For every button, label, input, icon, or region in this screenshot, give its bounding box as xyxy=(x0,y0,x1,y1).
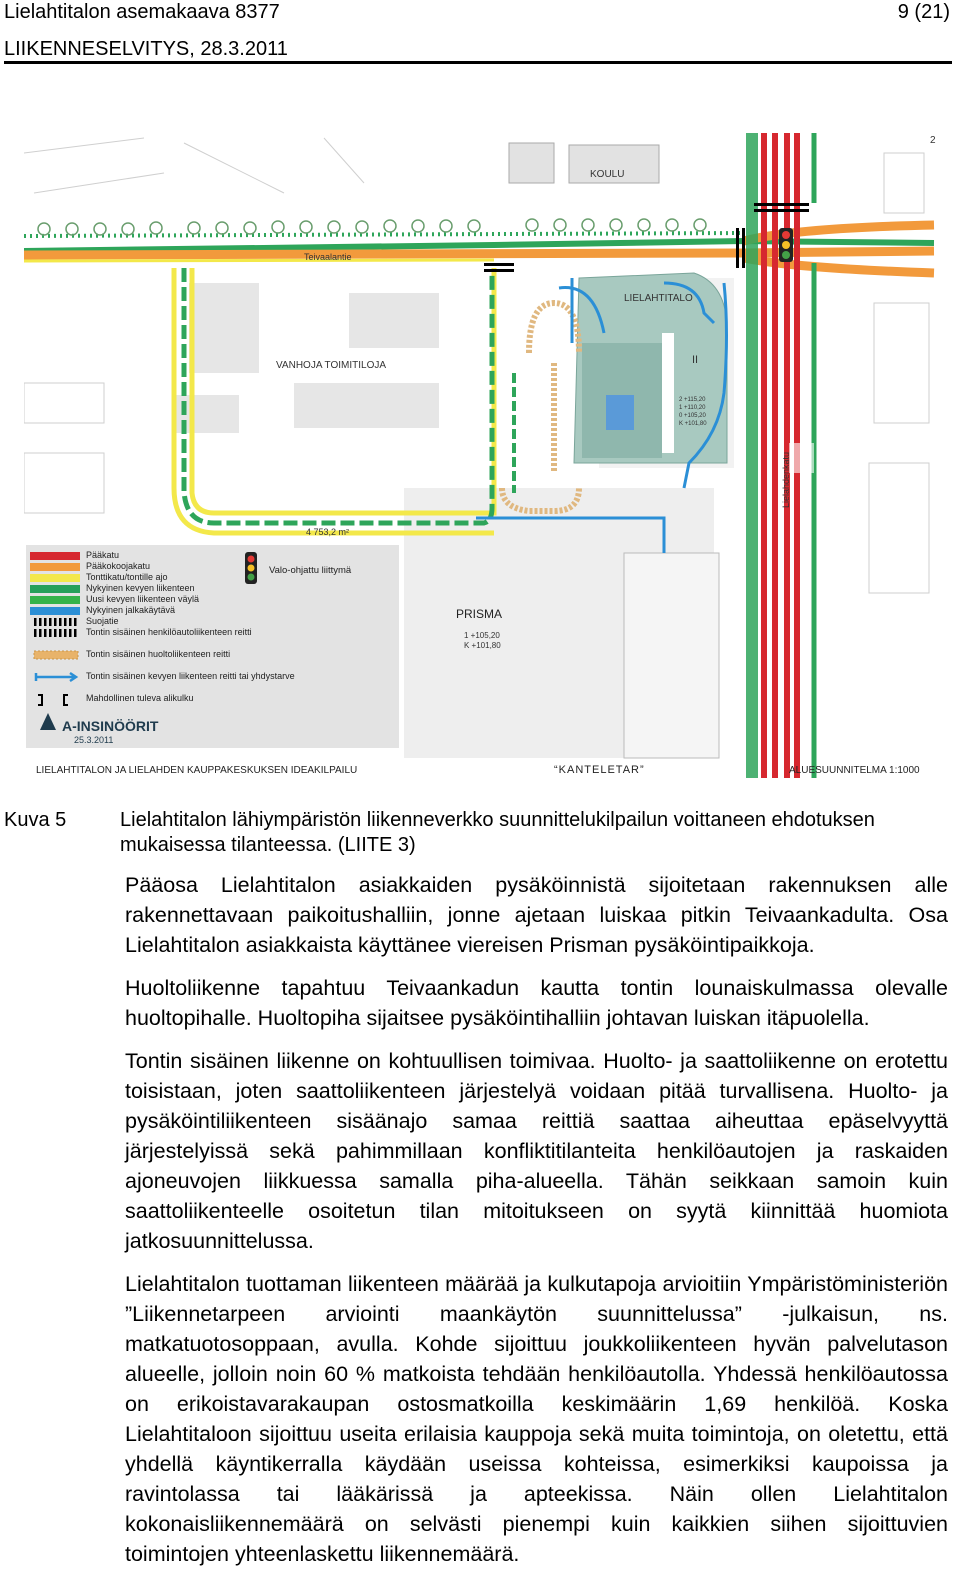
page-number: 9 (21) xyxy=(897,1,950,23)
figure-caption: Lielahtitalon lähiympäristön liikenneverkko suunnittelukilpailun voittaneen ehdotuksen mukaisessa tilanteessa. (LIITE 3) xyxy=(120,809,875,856)
traffic-light-icon xyxy=(779,228,793,262)
svg-text:A-INSINÖÖRIT: A-INSINÖÖRIT xyxy=(62,718,159,734)
legend-swatch xyxy=(30,563,80,571)
legend-swatch xyxy=(34,651,78,659)
paragraph-service-traffic: Huoltoliikenne tapahtuu Teivaankadun kautta tontin lounaiskulmassa olevalle huoltopihalle. Huoltopiha sijaitsee pysäköintihalliin johtavan luiskan itäpuolella. xyxy=(125,976,948,1030)
legend-signal-label: Valo-ohjattu liittymä xyxy=(269,565,352,576)
legend-swatch xyxy=(30,585,80,593)
paragraph-parking: Pääosa Lielahtitalon asiakkaiden pysäköinnistä sijoitetaan rakennuksen alle rakennettavaan paikoitushalliin, jonne ajetaan luiskaa pitkin Teivaankadulta. Osa Lielahtitalon asiakkaista käyttänee viereisen Prisman pysäköintipaikkoja. xyxy=(125,873,948,957)
map-footer-left: LIELAHTITALON JA LIELAHDEN KAUPPAKESKUKSEN IDEAKILPAILU xyxy=(36,765,358,776)
map-footer-middle: “KANTELETAR” xyxy=(554,764,645,776)
legend-swatch xyxy=(34,618,77,626)
legend-swatch xyxy=(30,574,80,582)
map-footer-right: ALUESUUNNITELMA 1:1000 xyxy=(789,765,920,776)
legend-item-5: Uusi kevyen liikenteen väylä xyxy=(86,594,200,604)
lielahtitalo-level-1: 2 +115,20 xyxy=(679,397,706,403)
label-roman: II xyxy=(692,354,699,366)
figure-label: Kuva 5 xyxy=(4,809,67,831)
legend-swatch xyxy=(30,596,80,604)
label-old-offices: VANHOJA TOIMITILOJA xyxy=(276,360,387,371)
label-lielahtitalo: LIELAHTITALO xyxy=(624,293,693,304)
legend-date: 25.3.2011 xyxy=(74,735,114,745)
label-prisma: PRISMA xyxy=(456,607,503,621)
legend-item-4: Nykyinen kevyen liikenteen xyxy=(86,583,195,593)
document-subtitle: LIIKENNESELVITYS, 28.3.2011 xyxy=(4,38,288,60)
lielahtitalo-level-4: K +101,80 xyxy=(679,421,707,427)
legend-swatch xyxy=(30,607,80,615)
traffic-network-map xyxy=(24,133,936,778)
document-title: Lielahtitalon asemakaava 8377 xyxy=(4,1,280,23)
legend-item-6: Nykyinen jalkakäytävä xyxy=(86,605,176,615)
paragraph-internal-traffic: Tontin sisäinen liikenne on kohtuullisen toimivaa. Huolto- ja saattoliikenne on erotettu toisistaan, joten saattoliikenteen järjestelyä voidaan pitää turvallisena. Huolto- ja pysäköintiliikenteen sisäänajo samaa reittiä saattaa aiheuttaa epäselvyyttä järjestelyissä sekä pahimmillaan konfliktitilanteita henkilöautojen ja raskaiden ajoneuvojen liikkuessa samalla piha-alueella. Tähän seikkaan samoin kuin saattoliikenteelle osoitetun tilan mitoitukseen on syytä kiinnittää huomiota jatkosuunnittelussa. xyxy=(125,1049,948,1253)
legend-signal-icon xyxy=(245,552,257,584)
legend-item-10: Tontin sisäinen kevyen liikenteen reitti tai yhdystarve xyxy=(86,671,295,681)
legend-swatch xyxy=(30,552,80,560)
legend-item-1: Pääkatu xyxy=(86,550,120,560)
building-old-offices-west xyxy=(189,283,259,373)
legend-item-7: Suojatie xyxy=(86,616,119,626)
prisma-level-1: 1 +105,20 xyxy=(464,631,500,640)
legend-item-11: Mahdollinen tuleva alikulku xyxy=(86,693,194,703)
label-sheet-number: 2 xyxy=(930,135,936,146)
label-lielahdenkatu: Lielahdenkatu xyxy=(781,451,791,508)
prisma-level-2: K +101,80 xyxy=(464,641,501,650)
label-area: 4 753,2 m² xyxy=(306,527,350,537)
legend-item-2: Pääkokoojakatu xyxy=(86,561,151,571)
label-teivaalantie: Teivaalantie xyxy=(304,252,352,262)
legend-swatch xyxy=(34,629,77,637)
lielahtitalo-level-2: 1 +110,20 xyxy=(679,405,706,411)
header-rule xyxy=(4,61,952,64)
legend-item-9: Tontin sisäinen huoltoliikenteen reitti xyxy=(86,649,231,659)
road-lielahdenkatu xyxy=(761,133,767,778)
paragraph-traffic-volume: Lielahtitalon tuottaman liikenteen määrää ja kulkutapoja arvioitiin Ympäristöministeriön ”Liikennetarpeen arviointi maankäytön suunnittelussa” -julkaisun, ns. matkatuotosoppaan, avulla. Kohde sijoittuu joukkoliikenteen hyvän palvelutason alueelle, jolloin noin 60 % matkoista tehdään henkilöautolla. Yhdessä henkilöautossa on erikoistavarakaupan ostosmatkoilla keskimäärin 1,69 henkilöä. Koska Lielahtitaloon sijoittuu useita erilaisia kauppoja sekä muita toimintoja, on oletettu, että yhdellä käyntikerralla käydään useissa kohteissa, esimerkiksi kaupoissa ja ravintolassa tai lääkärissä ja apteekissa. Näin ollen Lielahtitalon kokonaisliikennemäärä on selvästi pienempi kuin kaikkien siihen sijoittuvien toimintojen yhteenlaskettu liikennemäärä. xyxy=(125,1272,948,1566)
map-legend xyxy=(26,545,399,748)
legend-item-8: Tontin sisäinen henkilöautoliikenteen reitti xyxy=(86,627,252,637)
lielahtitalo-level-3: 0 +105,20 xyxy=(679,413,706,419)
legend-item-3: Tonttikatu/tontille ajo xyxy=(86,572,168,582)
label-koulu: KOULU xyxy=(590,169,625,180)
